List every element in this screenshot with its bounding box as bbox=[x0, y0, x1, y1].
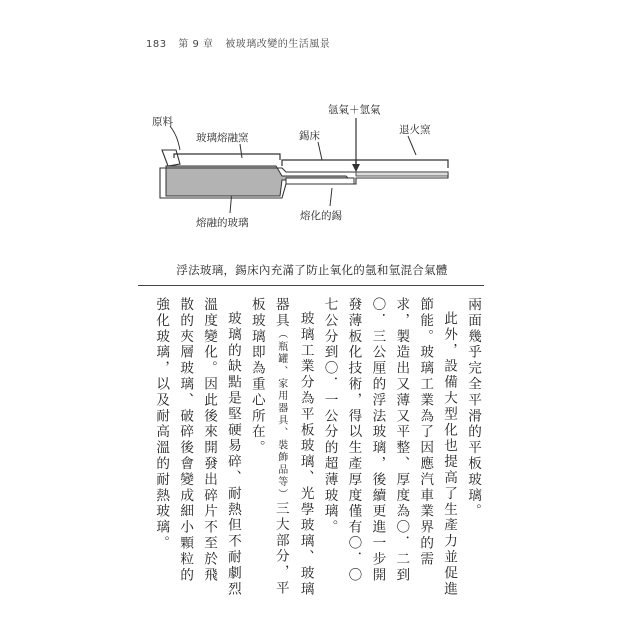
paragraph-3-b: 三大部分，平板玻璃即為重心所在。 bbox=[248, 297, 289, 597]
leader-furnace bbox=[240, 144, 242, 158]
chapter-title: 被玻璃改變的生活風景 bbox=[225, 39, 331, 50]
paragraph-2: 此外，設備大型化也提高了生產力並促進節能。玻璃工業為了因應汽車業界的需求，製造出又薄又平整、厚度為〇．二到〇．三公厘的浮法玻璃，後續更進一步開發薄板化技術，得以生產厚度僅有〇．〇七公分到〇．一公分的超薄玻璃。 bbox=[321, 297, 458, 597]
chapter-label: 第 9 章 bbox=[178, 39, 214, 50]
label-tin-bath: 錫床 bbox=[299, 130, 320, 142]
leader-molten-tin bbox=[330, 188, 332, 206]
leader-raw bbox=[170, 126, 180, 150]
paragraph-3-a: 玻璃工業分為平板玻璃、光學玻璃、玻璃器具 bbox=[272, 297, 314, 597]
molten-tin-layer bbox=[286, 178, 354, 184]
figure-caption: 浮法玻璃，錫床內充滿了防止氧化的氬和氫混合氣體 bbox=[176, 263, 448, 277]
figure-caption-box bbox=[138, 262, 486, 278]
label-molten-tin: 熔化的錫 bbox=[300, 210, 342, 222]
page-number: 183 bbox=[146, 39, 167, 50]
label-raw-material: 原料 bbox=[152, 116, 173, 128]
furnace-roof bbox=[174, 154, 280, 160]
label-molten-glass: 熔融的玻璃 bbox=[196, 217, 249, 229]
paragraph-3-note: （瓶罐、家用器具、裝飾品等） bbox=[275, 328, 287, 502]
leader-tin-bath bbox=[318, 142, 322, 160]
label-melting-furnace: 玻璃熔融窯 bbox=[196, 132, 249, 144]
caption-rule bbox=[138, 285, 484, 286]
body-text bbox=[146, 297, 484, 597]
annealing-roof bbox=[356, 160, 448, 168]
raw-material-hopper bbox=[162, 150, 180, 166]
tin-bath-roof bbox=[282, 160, 356, 166]
label-gas: 氬氣＋氫氣 bbox=[328, 104, 381, 116]
paragraph-1: 兩面幾乎完全平滑的平板玻璃。 bbox=[465, 297, 481, 520]
glass-ribbon bbox=[356, 172, 448, 176]
float-glass-diagram bbox=[0, 0, 620, 260]
label-annealing: 退火窯 bbox=[399, 124, 431, 136]
paragraph-4: 玻璃的缺點是堅硬易碎、耐熱但不耐劇烈溫度變化。因此後來開發出碎片不至於飛散的夾層玻璃、破碎後會變成細小顆粒的強化玻璃，以及耐高溫的耐熱玻璃。 bbox=[153, 297, 241, 597]
leader-annealing bbox=[408, 136, 416, 155]
paragraph-3 bbox=[244, 297, 317, 597]
